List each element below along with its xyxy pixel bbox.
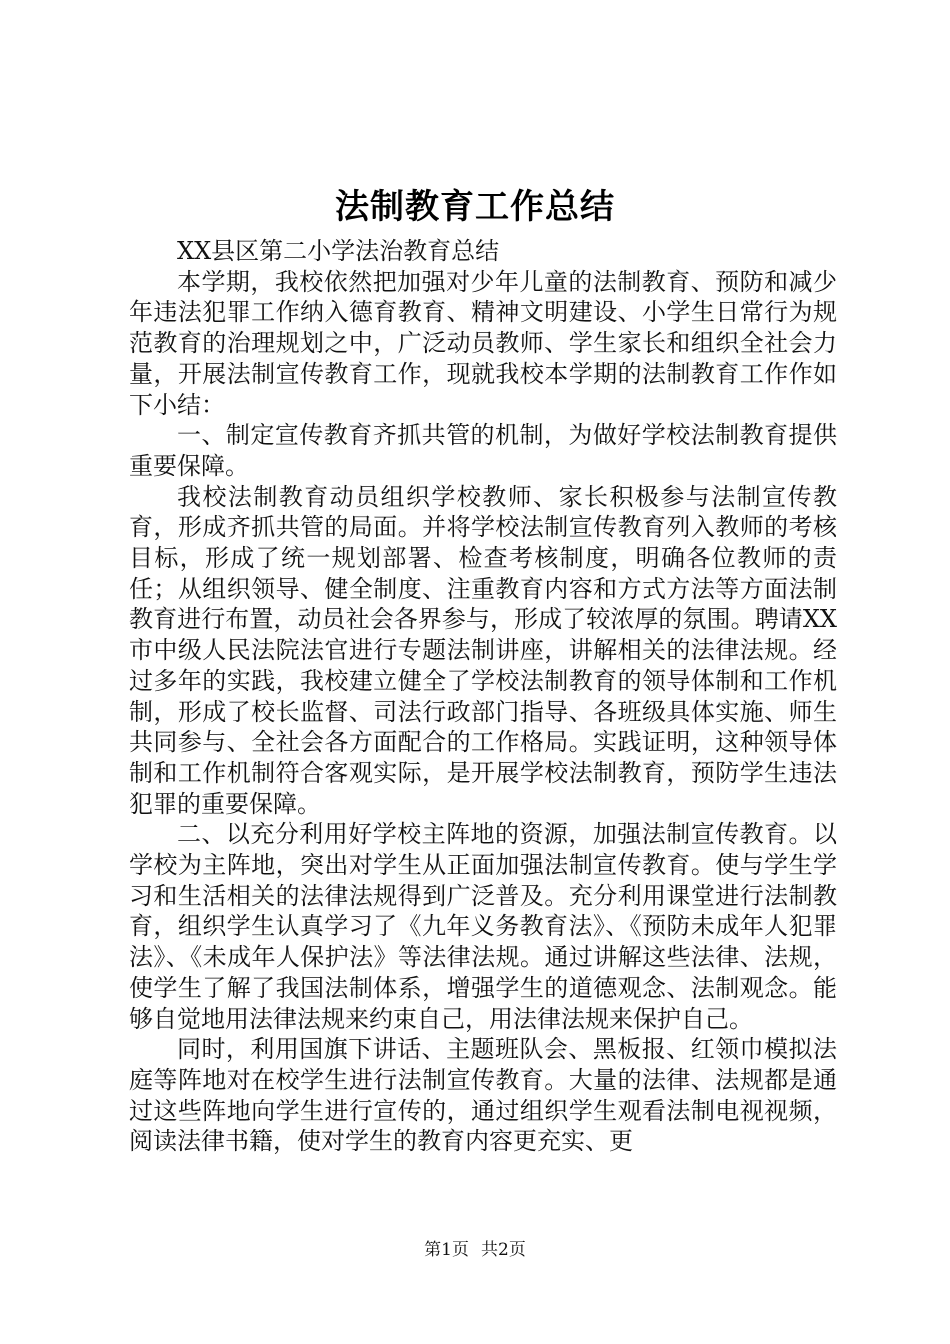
section-heading-2: 二、以充分利用好学校主阵地的资源，加强法制宣传教育。以学校为主阵地，突出对学生从正面加强法制宣传教育。使与学生学习和生活相关的法律法规得到广泛普及。充分利用课堂进行法制教育，组织学生认真学习了《九年义务教育法》、《预防未成年人犯罪法》、《未成年人保护法》等法律法规。通过讲解这些法律、法规，使学生了解了我国法制体系，增强学生的道德观念、法制观念。能够自觉地用法律法规来约束自己，用法律法规来保护自己。 [129,820,837,1033]
page-number: 第1页 [424,1240,469,1260]
page-footer [0,1238,950,1262]
body-paragraph: 本学期，我校依然把加强对少年儿童的法制教育、预防和减少年违法犯罪工作纳入德育教育、精神文明建设、小学生日常行为规范教育的治理规划之中，广泛动员教师、学生家长和组织全社会力量，开展法制宣传教育工作，现就我校本学期的法制教育工作作如下小结： [129,267,837,419]
page-count: 共2页 [481,1240,526,1260]
subtitle-paragraph: XX县区第二小学法治教育总结 [177,237,500,265]
body-paragraph: 我校法制教育动员组织学校教师、家长积极参与法制宣传教育，形成齐抓共管的局面。并将学校法制宣传教育列入教师的考核目标，形成了统一规划部署、检查考核制度，明确各位教师的责任；从组织领导、健全制度、注重教育内容和方式方法等方面法制教育进行布置，动员社会各界参与，形成了较浓厚的氛围。聘请XX市中级人民法院法官进行专题法制讲座，讲解相关的法律法规。经过多年的实践，我校建立健全了学校法制教育的领导体制和工作机制，形成了校长监督、司法行政部门指导、各班级具体实施、师生共同参与、全社会各方面配合的工作格局。实践证明，这种领导体制和工作机制符合客观实际，是开展学校法制教育，预防学生违法犯罪的重要保障。 [129,482,837,818]
page-title: 法制教育工作总结 [335,187,615,227]
section-heading-1: 一、制定宣传教育齐抓共管的机制，为做好学校法制教育提供重要保障。 [129,421,837,480]
body-paragraph: 同时，利用国旗下讲话、主题班队会、黑板报、红领巾模拟法庭等阵地对在校学生进行法制宣传教育。大量的法律、法规都是通过这些阵地向学生进行宣传的，通过组织学生观看法制电视视频，阅读法律书籍，使对学生的教育内容更充实、更 [129,1035,837,1156]
document-body [129,236,837,1157]
